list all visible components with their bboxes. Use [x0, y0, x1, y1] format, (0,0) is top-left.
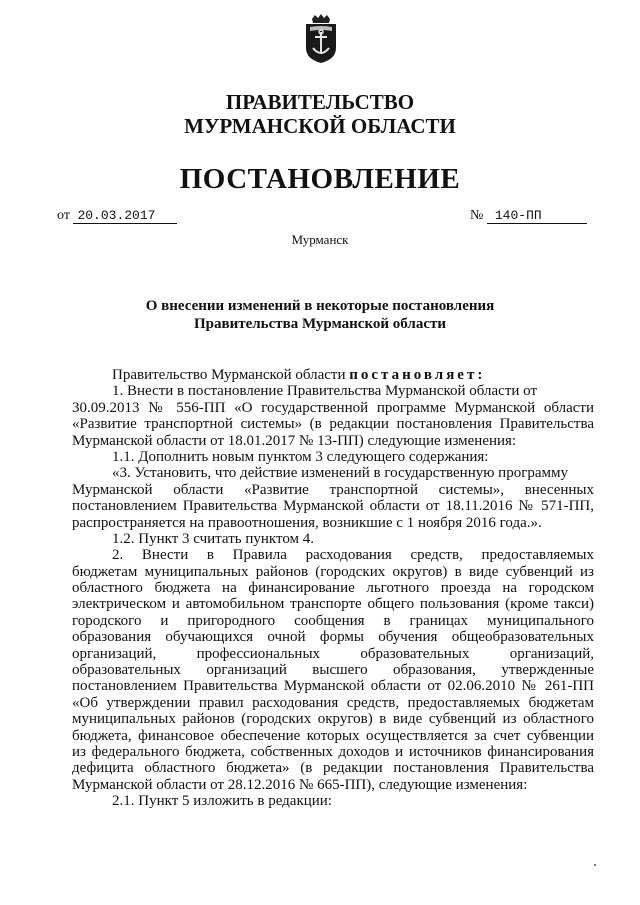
subject-line-1: О внесении изменений в некоторые постановления — [145, 298, 495, 314]
government-title: ПРАВИТЕЛЬСТВО — [225, 90, 415, 114]
scan-speck — [594, 864, 596, 866]
body-line: Мурманской области от 18.01.2017 № 13-ПП) следующие изменения: — [72, 432, 517, 449]
intro-line — [72, 367, 594, 383]
coat-of-arms-emblem — [303, 14, 339, 64]
body-line: Мурманской области от 28.12.2016 № 665-ПП), следующие изменения: — [72, 776, 528, 793]
body-line: постановлением Правительства Мурманской области от 02.06.2010 № 261-ПП — [72, 678, 594, 695]
intro-text: Правительство Мурманской области — [112, 367, 350, 383]
body-line: 2.1. Пункт 5 изложить в редакции: — [112, 793, 332, 810]
body-line: образования обучающихся очной формы обучения общеобразовательных — [72, 629, 594, 646]
subject-line-2: Правительства Мурманской области — [193, 316, 447, 332]
city-name: Мурманск — [291, 232, 349, 247]
body-line: 1.1. Дополнить новым пунктом 3 следующего содержания: — [112, 448, 489, 465]
number-field — [470, 208, 587, 224]
date-prefix: от — [57, 208, 70, 223]
document-body — [72, 367, 594, 810]
body-line: «Об утверждении правил расходования средств, предоставляемых бюджетам — [72, 694, 594, 711]
body-line: постановлением Правительства Мурманской области от 18.11.2016 № 571-ПП, — [72, 498, 594, 515]
body-line: бюджетам муниципальных районов (городских округов) в виде субвенций из — [72, 563, 594, 580]
body-line: бюджета, финансовое обеспечение которых осуществляется за счет субвенции — [72, 727, 594, 744]
number-value: 140-ПП — [487, 209, 587, 224]
date-value: 20.03.2017 — [73, 209, 177, 224]
government-region: МУРМАНСКОЙ ОБЛАСТИ — [184, 114, 456, 138]
body-line: образовательных организаций высшего образования, утвержденные — [72, 662, 594, 679]
date-field — [57, 208, 177, 224]
body-line: областного бюджета на финансирование льготного проезда на городском — [72, 580, 594, 597]
body-line: «3. Установить, что действие изменений в государственную программу — [112, 465, 568, 482]
intro-verb: постановляет: — [349, 367, 486, 383]
body-line: 1. Внести в постановление Правительства Мурманской области от — [112, 383, 538, 400]
body-line: Мурманской области «Развитие транспортной системы», внесенных — [72, 481, 594, 498]
body-line: 30.09.2013 № 556-ПП «О государственной программе Мурманской области — [72, 399, 594, 416]
body-line: городского и пригородного сообщения в границах муниципального — [72, 612, 594, 629]
body-line: 1.2. Пункт 3 считать пунктом 4. — [112, 530, 315, 547]
body-line: электрическом и автомобильном транспорте общего пользования (кроме такси) — [72, 596, 594, 613]
number-prefix: № — [470, 208, 484, 223]
document-type: ПОСТАНОВЛЕНИЕ — [179, 163, 461, 195]
body-line: из федерального бюджета, собственных доходов и источников финансирования — [72, 743, 594, 760]
body-line: распространяется на правоотношения, возникшие с 1 ноября 2016 года.». — [72, 514, 542, 531]
body-line: дефицита областного бюджета» (в редакции постановления Правительства — [72, 760, 594, 777]
body-line: организаций, профессиональных образовательных организаций, — [72, 645, 594, 662]
body-line: 2. Внести в Правила расходования средств, предоставляемых — [112, 547, 594, 564]
body-line: муниципальных районов (городских округов) в виде субвенций из областного — [72, 711, 594, 728]
body-line: «Развитие транспортной системы» (в редакции постановления Правительства — [72, 416, 594, 433]
